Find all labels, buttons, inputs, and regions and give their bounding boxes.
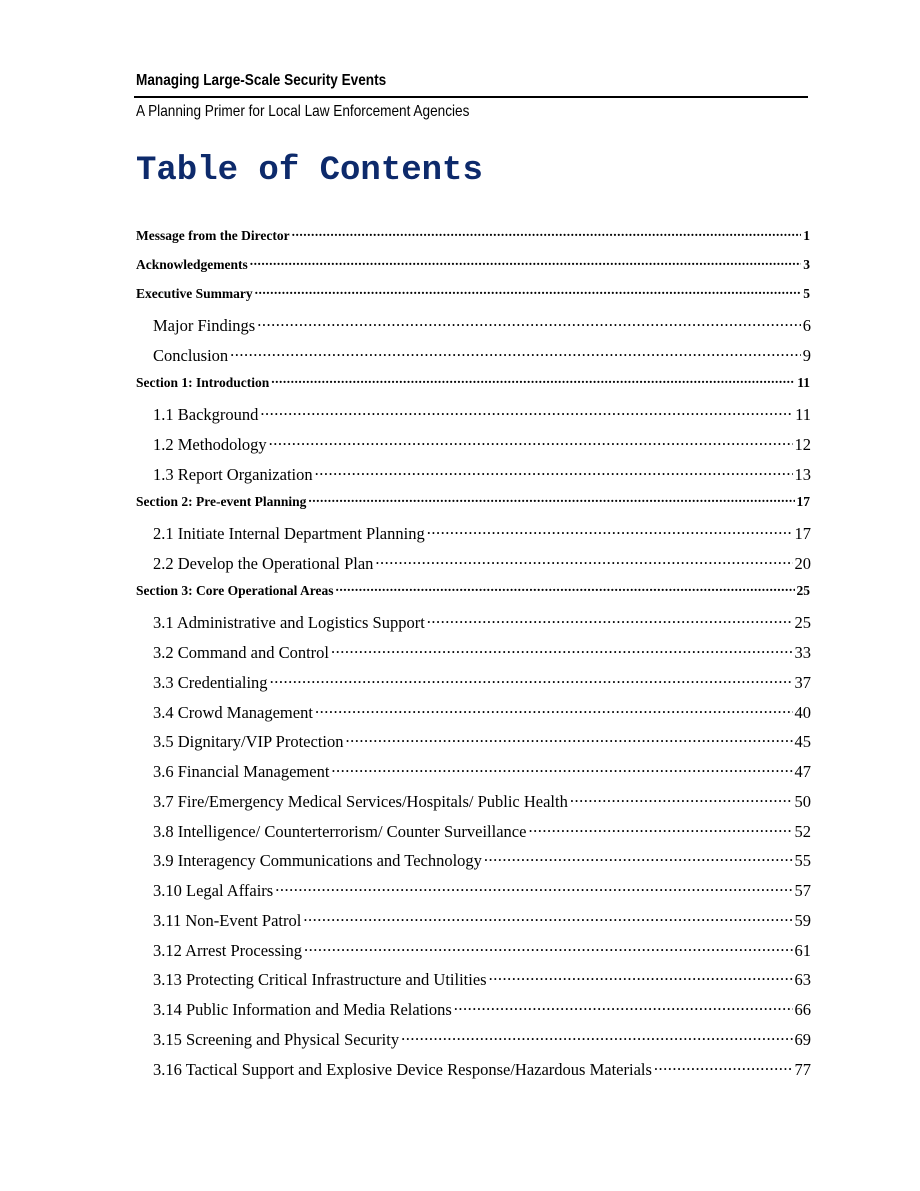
toc-entry-page-number: 5	[803, 285, 810, 301]
toc-entry-page-number: 45	[794, 731, 811, 751]
dot-leader	[315, 463, 793, 480]
toc-entry-page-number: 13	[794, 464, 811, 484]
toc-subsection-entry[interactable]	[153, 463, 811, 485]
toc-entry-label: 3.1 Administrative and Logistics Support	[153, 612, 425, 632]
toc-entry-page-number: 52	[794, 821, 811, 841]
toc-subsection-entry[interactable]	[153, 552, 811, 574]
toc-subsection-entry[interactable]	[153, 403, 811, 425]
toc-section-entry[interactable]	[136, 581, 810, 599]
header-divider	[134, 96, 808, 98]
toc-entry-label: 2.2 Develop the Operational Plan	[153, 553, 374, 573]
toc-section-entry[interactable]	[136, 255, 810, 273]
toc-subsection-entry[interactable]	[153, 671, 811, 693]
toc-entry-page-number: 55	[794, 850, 811, 870]
document-header-subtitle: A Planning Primer for Local Law Enforcement Agencies	[136, 103, 470, 120]
toc-subsection-entry[interactable]	[153, 879, 811, 901]
dot-leader	[275, 879, 792, 896]
dot-leader	[484, 849, 793, 866]
toc-entry-page-number: 59	[794, 910, 811, 930]
dot-leader	[271, 373, 795, 387]
toc-subsection-entry[interactable]	[153, 522, 811, 544]
toc-subsection-entry[interactable]	[153, 730, 811, 752]
dot-leader	[375, 552, 792, 569]
toc-entry-page-number: 69	[794, 1029, 811, 1049]
dot-leader	[346, 730, 793, 747]
dot-leader	[269, 433, 793, 450]
dot-leader	[304, 939, 793, 956]
dot-leader	[292, 226, 802, 240]
toc-subsection-entry[interactable]	[153, 968, 811, 990]
toc-entry-page-number: 33	[794, 642, 811, 662]
toc-entry-page-number: 47	[794, 761, 811, 781]
toc-entry-label: 1.2 Methodology	[153, 434, 267, 454]
toc-entry-label: Section 2: Pre-event Planning	[136, 493, 307, 509]
toc-entry-page-number: 25	[794, 612, 811, 632]
toc-section-entry[interactable]	[136, 226, 810, 244]
toc-entry-label: Message from the Director	[136, 227, 290, 243]
toc-entry-label: 1.1 Background	[153, 404, 259, 424]
toc-entry-label: 3.16 Tactical Support and Explosive Device Response/Hazardous Materials	[153, 1059, 652, 1079]
toc-entry-page-number: 11	[795, 404, 811, 424]
dot-leader	[331, 760, 792, 777]
toc-entry-label: Conclusion	[153, 345, 229, 365]
toc-entry-label: 3.6 Financial Management	[153, 761, 330, 781]
dot-leader	[489, 968, 793, 985]
dot-leader	[654, 1058, 793, 1075]
dot-leader	[315, 701, 793, 718]
toc-entry-page-number: 63	[794, 969, 811, 989]
toc-entry-page-number: 57	[794, 880, 811, 900]
toc-section-entry[interactable]	[136, 373, 810, 391]
dot-leader	[260, 403, 793, 420]
toc-entry-page-number: 6	[802, 315, 811, 335]
dot-leader	[427, 522, 793, 539]
dot-leader	[303, 909, 792, 926]
toc-subsection-entry[interactable]	[153, 760, 811, 782]
toc-entry-label: 3.13 Protecting Critical Infrastructure and Utilities	[153, 969, 487, 989]
dot-leader	[308, 492, 794, 506]
toc-subsection-entry[interactable]	[153, 433, 811, 455]
toc-entry-page-number: 77	[794, 1059, 811, 1079]
toc-entry-label: 3.15 Screening and Physical Security	[153, 1029, 400, 1049]
toc-entry-label: Section 1: Introduction	[136, 374, 270, 390]
dot-leader	[570, 790, 793, 807]
dot-leader	[255, 284, 802, 298]
toc-entry-page-number: 50	[794, 791, 811, 811]
toc-subsection-entry[interactable]	[153, 998, 811, 1020]
toc-entry-label: 3.11 Non-Event Patrol	[153, 910, 302, 930]
toc-subsection-entry[interactable]	[153, 849, 811, 871]
toc-subsection-entry[interactable]	[153, 611, 811, 633]
toc-entry-label: 3.10 Legal Affairs	[153, 880, 274, 900]
toc-entry-page-number: 66	[794, 999, 811, 1019]
dot-leader	[250, 255, 802, 269]
toc-entry-label: 3.9 Interagency Communications and Technology	[153, 850, 482, 870]
toc-entry-label: Major Findings	[153, 315, 256, 335]
toc-entry-label: 3.8 Intelligence/ Counterterrorism/ Counter Surveillance	[153, 821, 527, 841]
toc-subsection-entry[interactable]	[153, 909, 811, 931]
toc-subsection-entry[interactable]	[153, 314, 811, 336]
toc-entry-page-number: 40	[794, 702, 811, 722]
toc-entry-page-number: 25	[796, 582, 810, 598]
toc-entry-page-number: 11	[797, 374, 810, 390]
toc-section-entry[interactable]	[136, 492, 810, 510]
toc-entry-label: 3.2 Command and Control	[153, 642, 329, 662]
toc-entry-page-number: 9	[802, 345, 811, 365]
dot-leader	[401, 1028, 792, 1045]
toc-entry-page-number: 20	[794, 553, 811, 573]
toc-heading: Table of Contents	[136, 152, 483, 190]
toc-subsection-entry[interactable]	[153, 701, 811, 723]
dot-leader	[427, 611, 793, 628]
dot-leader	[454, 998, 793, 1015]
toc-entry-label: Section 3: Core Operational Areas	[136, 582, 334, 598]
toc-subsection-entry[interactable]	[153, 939, 811, 961]
toc-entry-label: 3.4 Crowd Management	[153, 702, 313, 722]
document-header-title: Managing Large-Scale Security Events	[136, 72, 387, 89]
toc-subsection-entry[interactable]	[153, 641, 811, 663]
toc-entry-label: 3.5 Dignitary/VIP Protection	[153, 731, 344, 751]
toc-entry-label: 3.7 Fire/Emergency Medical Services/Hospitals/ Public Health	[153, 791, 568, 811]
toc-subsection-entry[interactable]	[153, 1028, 811, 1050]
toc-entry-page-number: 37	[794, 672, 811, 692]
dot-leader	[257, 314, 801, 331]
toc-subsection-entry[interactable]	[153, 820, 811, 842]
toc-subsection-entry[interactable]	[153, 344, 811, 366]
toc-section-entry[interactable]	[136, 284, 810, 302]
toc-entry-label: 3.3 Credentialing	[153, 672, 268, 692]
toc-entry-label: 1.3 Report Organization	[153, 464, 313, 484]
toc-entry-page-number: 1	[803, 227, 810, 243]
dot-leader	[335, 581, 794, 595]
dot-leader	[270, 671, 793, 688]
toc-entry-label: 2.1 Initiate Internal Department Planning	[153, 523, 425, 543]
toc-entry-page-number: 17	[794, 523, 811, 543]
toc-entry-label: 3.14 Public Information and Media Relations	[153, 999, 452, 1019]
toc-subsection-entry[interactable]	[153, 1058, 811, 1080]
dot-leader	[528, 820, 792, 837]
toc-entry-label: Acknowledgements	[136, 256, 248, 272]
toc-entry-label: Executive Summary	[136, 285, 253, 301]
dot-leader	[331, 641, 793, 658]
toc-entry-page-number: 61	[794, 940, 811, 960]
dot-leader	[230, 344, 801, 361]
toc-entry-page-number: 12	[794, 434, 811, 454]
toc-entry-label: 3.12 Arrest Processing	[153, 940, 302, 960]
toc-entry-page-number: 3	[803, 256, 810, 272]
toc-entry-page-number: 17	[796, 493, 810, 509]
toc-subsection-entry[interactable]	[153, 790, 811, 812]
